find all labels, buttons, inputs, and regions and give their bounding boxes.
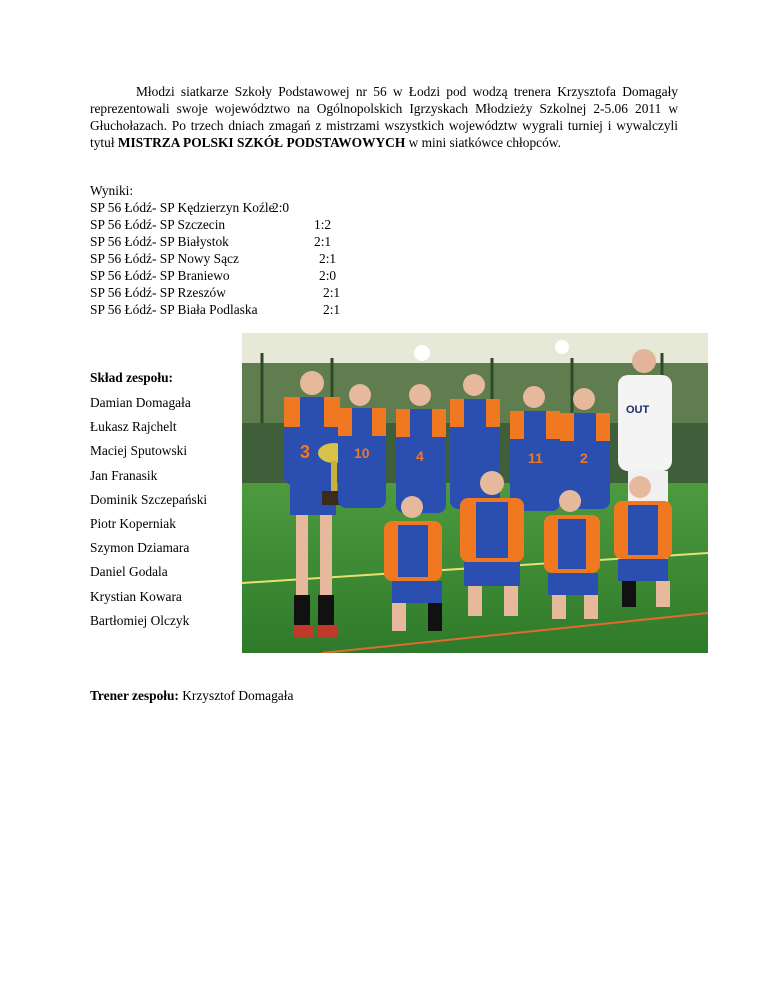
intro-text-end: w mini siatkówce chłopców. <box>405 135 561 150</box>
svg-text:2: 2 <box>580 450 588 466</box>
svg-text:11: 11 <box>528 450 543 466</box>
results-block <box>90 182 341 318</box>
result-match: SP 56 Łódź- SP Kędzierzyn Koźle <box>90 200 275 215</box>
svg-text:OUT: OUT <box>626 404 650 416</box>
player-name: Bartłomiej Olczyk <box>90 612 190 628</box>
result-row <box>90 284 341 301</box>
player-name: Piotr Koperniak <box>90 515 176 531</box>
result-match: SP 56 Łódź- SP Rzeszów <box>90 285 226 300</box>
result-score: 2:0 <box>272 200 290 215</box>
coach-line <box>90 688 293 704</box>
intro-text: Młodzi siatkarze Szkoły Podstawowej nr 56 w Łodzi pod wodzą trenera Krzysztofa Domagały reprezentowali swoje województwo na Ogólnopolskich Igrzyskach Młodzieży Szkolnej 2-5.06 2011 w Głuchołazach. Po trzech dniach zmagań z mistrzami wszystkich województw wygrali turniej i wywalczyli tytuł <box>90 84 678 150</box>
result-match: SP 56 Łódź- SP Białystok <box>90 234 229 249</box>
svg-text:10: 10 <box>354 445 370 461</box>
result-match: SP 56 Łódź- SP Braniewo <box>90 268 230 283</box>
player-name: Maciej Sputowski <box>90 443 188 459</box>
result-match: SP 56 Łódź- SP Nowy Sącz <box>90 251 239 266</box>
result-row <box>90 301 341 318</box>
svg-text:3: 3 <box>300 442 311 462</box>
result-row <box>90 199 290 216</box>
result-row <box>90 216 332 233</box>
player-name: Krystian Kowara <box>90 588 182 604</box>
svg-text:4: 4 <box>416 448 424 464</box>
result-score: 1:2 <box>314 217 332 232</box>
coach-label: Trener zespołu: <box>90 688 179 703</box>
squad-list <box>90 394 207 636</box>
result-row <box>90 233 332 250</box>
result-score: 2:1 <box>323 302 341 317</box>
player-name: Dominik Szczepański <box>90 491 208 507</box>
intro-paragraph <box>90 83 678 151</box>
results-heading: Wyniki: <box>90 183 134 198</box>
result-score: 2:1 <box>314 234 332 249</box>
intro-title-bold: MISTRZA POLSKI SZKÓŁ PODSTAWOWYCH <box>117 135 406 150</box>
result-score: 2:1 <box>319 251 337 266</box>
player-name: Szymon Dziamara <box>90 540 190 556</box>
result-score: 2:0 <box>319 268 337 283</box>
player-name: Jan Franasik <box>90 467 158 483</box>
team-photo <box>242 333 708 653</box>
player-name: Łukasz Rajchelt <box>90 419 177 435</box>
squad-title: Skład zespołu: <box>90 370 173 385</box>
result-score: 2:1 <box>323 285 341 300</box>
result-match: SP 56 Łódź- SP Biała Podlaska <box>90 302 258 317</box>
player-name: Damian Domagała <box>90 395 191 410</box>
player-name: Daniel Godala <box>90 564 168 580</box>
result-row <box>90 250 337 267</box>
result-match: SP 56 Łódź- SP Szczecin <box>90 217 226 232</box>
result-row <box>90 267 337 284</box>
coach-name: Krzysztof Domagała <box>178 688 294 703</box>
